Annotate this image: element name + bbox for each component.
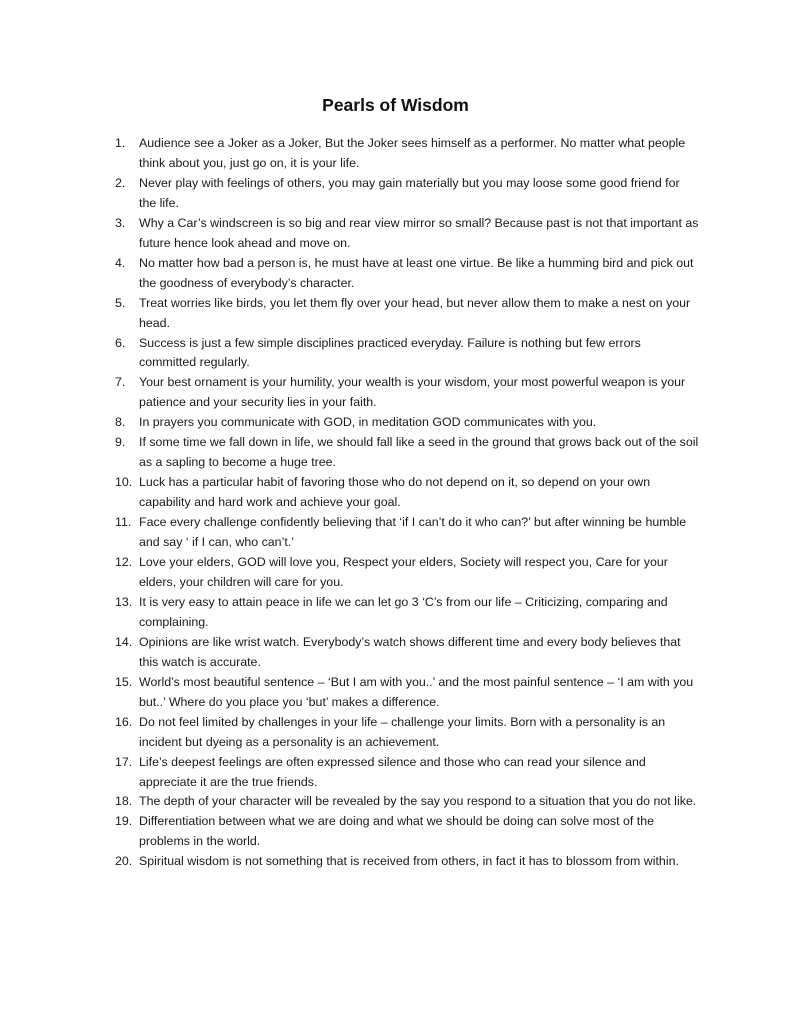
list-item-text: Face every challenge confidently believing that ‘if I can’t do it who can?’ but after winning be humble and say ‘ if I can, who can’t.’ [139, 515, 687, 550]
list-item-number: 4. [115, 255, 126, 270]
list-item [0, 713, 699, 753]
list-item-number: 12. [115, 555, 133, 570]
list-item-text: Differentiation between what we are doing and what we should be doing can solve most of the problems in the world. [139, 814, 654, 849]
list-item-number: 18. [115, 794, 133, 809]
list-item-number: 1. [115, 136, 126, 150]
list-item [0, 553, 699, 593]
list-item [0, 513, 699, 553]
list-item-number: 5. [115, 295, 126, 310]
list-item [0, 593, 699, 633]
list-item-text: Life’s deepest feelings are often expressed silence and those who can read your silence and appreciate it are the true friends. [139, 754, 646, 789]
list-item-text: The depth of your character will be revealed by the say you respond to a situation that you do not like. [139, 794, 697, 809]
list-item-text: Treat worries like birds, you let them fly over your head, but never allow them to make a nest on your head. [139, 295, 691, 330]
list-item-number: 14. [115, 634, 133, 649]
list-item-text: Audience see a Joker as a Joker, But the Joker sees himself as a performer. No matter what people think about you, just go on, it is your life. [139, 136, 686, 170]
list-item-number: 13. [115, 594, 133, 609]
list-item-number: 20. [115, 854, 133, 869]
list-item-text: If some time we fall down in life, we should fall like a seed in the ground that grows back out of the soil as a sapling to become a huge tree. [139, 435, 699, 470]
list-item-text: Success is just a few simple disciplines practiced everyday. Failure is nothing but few errors committed regularly. [139, 335, 641, 370]
list-item [0, 373, 699, 413]
list-item-number: 6. [115, 335, 126, 350]
list-item-number: 11. [115, 515, 132, 530]
list-item-number: 9. [115, 435, 126, 450]
list-item-number: 3. [115, 215, 126, 230]
list-item [0, 214, 699, 254]
list-item [0, 294, 699, 334]
list-item-number: 17. [115, 754, 133, 769]
list-item [0, 753, 699, 793]
document-title: Pearls of Wisdom [322, 95, 469, 115]
list-item [0, 673, 699, 713]
list-item [0, 792, 699, 812]
list-item [0, 254, 699, 294]
list-item-number: 7. [115, 375, 126, 390]
list-item-number: 19. [115, 814, 133, 829]
list-item [0, 134, 699, 174]
list-item-number: 8. [115, 415, 126, 430]
list-item-number: 2. [115, 175, 126, 190]
list-item-text: Spiritual wisdom is not something that is received from others, in fact it has to blossom from within. [139, 854, 679, 869]
list-item-text: No matter how bad a person is, he must have at least one virtue. Be like a humming bird and pick out the goodness of everybody’s character. [139, 255, 694, 290]
list-item-text: Love your elders, GOD will love you, Respect your elders, Society will respect you, Care for your elders, your children will care for you. [139, 555, 668, 589]
list-item-number: 16. [115, 714, 133, 729]
list-item [0, 334, 699, 374]
list-item-text: Luck has a particular habit of favoring those who do not depend on it, so depend on your own capability and hard work and achieve your goal. [139, 475, 651, 510]
list-item [0, 473, 699, 513]
list-item-text: Why a Car’s windscreen is so big and rear view mirror so small? Because past is not that important as future hence look ahead and move on. [139, 215, 699, 250]
list-item [0, 174, 699, 214]
list-item-text: Never play with feelings of others, you may gain materially but you may loose some good friend for the life. [139, 175, 680, 210]
list-item [0, 413, 699, 433]
list-item-text: Your best ornament is your humility, your wealth is your wisdom, your most powerful weapon is your patience and your security lies in your faith. [139, 375, 686, 410]
list-item-number: 15. [115, 674, 133, 689]
list-item-text: Do not feel limited by challenges in your life – challenge your limits. Born with a personality is an incident but dyeing as a personality is an achievement. [139, 714, 666, 749]
list-item-number: 10. [115, 475, 133, 490]
list-item [0, 812, 699, 852]
list-item [0, 633, 699, 673]
list-item-text: In prayers you communicate with GOD, in meditation GOD communicates with you. [139, 415, 597, 430]
list-item-text: Opinions are like wrist watch. Everybody’s watch shows different time and every body believes that this watch is accurate. [139, 634, 681, 669]
list-item-text: World’s most beautiful sentence – ‘But I am with you..’ and the most painful sentence – ‘I am with you but..’ Where do you place you ‘but’ makes a difference. [139, 674, 694, 709]
list-item-text: It is very easy to attain peace in life we can let go 3 ‘C’s from our life – Criticizing, comparing and complaining. [139, 594, 668, 629]
list-item [0, 852, 699, 872]
quote-list [0, 134, 791, 872]
list-item [0, 433, 699, 473]
